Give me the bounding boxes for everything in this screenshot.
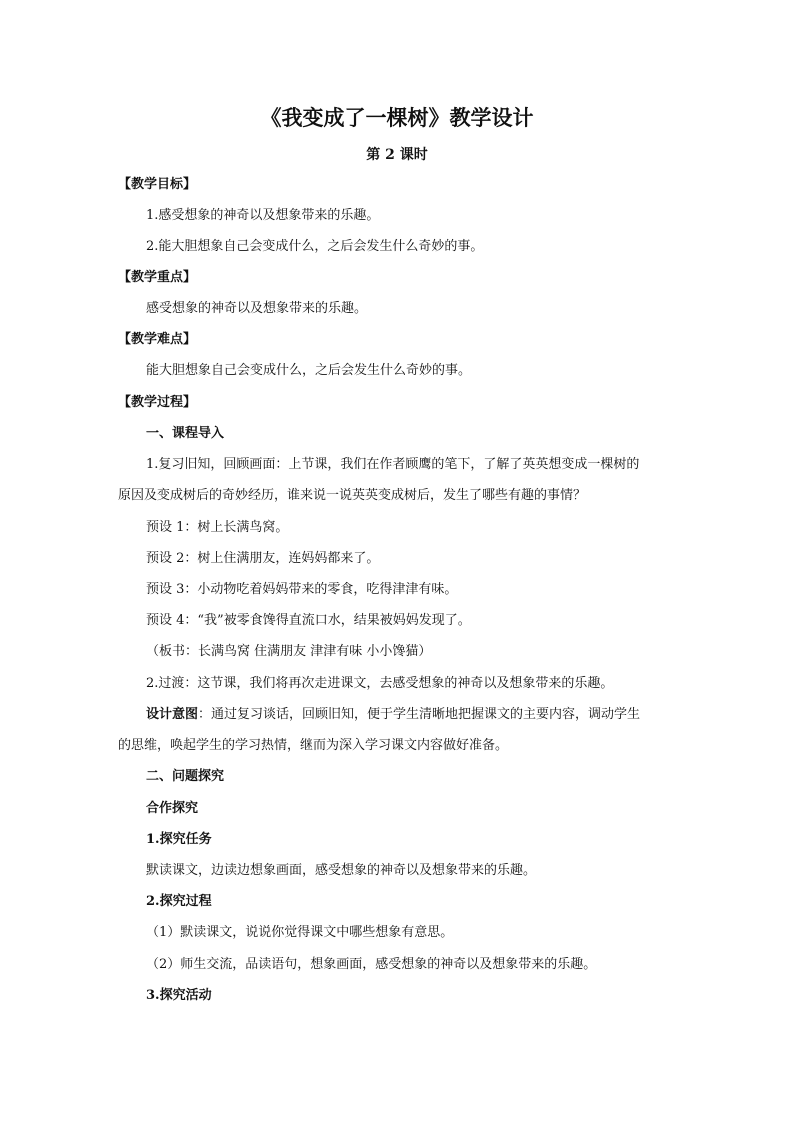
focus-heading: 【教学重点】 (118, 270, 197, 285)
document-title: 《我变成了一棵树》教学设计 (260, 105, 534, 130)
board-notes: （板书：长满鸟窝 住满朋友 津津有味 小小馋猫） (146, 644, 432, 659)
process-heading: 【教学过程】 (118, 395, 197, 410)
activity-heading: 3.探究活动 (146, 988, 212, 1003)
lesson-subtitle: 第 2 课时 (366, 147, 428, 163)
preset-3: 预设 3：小动物吃着妈妈带来的零食，吃得津津有味。 (146, 582, 458, 597)
transition-text: 2.过渡：这节课，我们将再次走进课文，去感受想象的神奇以及想象带来的乐趣。 (146, 676, 614, 691)
difficulty-heading: 【教学难点】 (118, 332, 197, 347)
review-line-1: 1.复习旧知，回顾画面：上节课，我们在作者顾鹰的笔下，了解了英英想变成一棵树的 (146, 457, 640, 472)
part-one-heading: 一、课程导入 (146, 426, 225, 441)
focus-text: 感受想象的神奇以及想象带来的乐趣。 (146, 301, 368, 316)
explore-process-heading: 2.探究过程 (146, 894, 212, 909)
cooperative-heading: 合作探究 (146, 801, 199, 816)
process-step-1: （1）默读课文，说说你觉得课文中哪些想象有意思。 (146, 925, 454, 940)
task-heading: 1.探究任务 (146, 832, 212, 847)
goals-heading: 【教学目标】 (118, 177, 197, 192)
preset-2: 预设 2：树上住满朋友，连妈妈都来了。 (146, 551, 380, 566)
design-intent-line-2: 的思维，唤起学生的学习热情，继而为深入学习课文内容做好准备。 (118, 738, 509, 753)
review-line-2: 原因及变成树后的奇妙经历，谁来说一说英英变成树后，发生了哪些有趣的事情？ (118, 488, 587, 503)
process-step-2: （2）师生交流，品读语句，想象画面，感受想象的神奇以及想象带来的乐趣。 (146, 957, 597, 972)
design-intent-line-1 (146, 706, 746, 724)
part-two-heading: 二、问题探究 (146, 769, 225, 784)
difficulty-text: 能大胆想象自己会变成什么，之后会发生什么奇妙的事。 (146, 363, 472, 378)
design-intent-text: ：通过复习谈话，回顾旧知，便于学生清晰地把握课文的主要内容，调动学生 (198, 707, 641, 722)
design-intent-label: 设计意图 (146, 707, 199, 722)
preset-4: 预设 4：“我”被零食馋得直流口水，结果被妈妈发现了。 (146, 613, 471, 628)
preset-1: 预设 1：树上长满鸟窝。 (146, 520, 289, 535)
goal-2: 2.能大胆想象自己会变成什么，之后会发生什么奇妙的事。 (146, 239, 484, 254)
goal-1: 1.感受想象的神奇以及想象带来的乐趣。 (146, 208, 380, 223)
task-text: 默读课文，边读边想象画面，感受想象的神奇以及想象带来的乐趣。 (146, 863, 537, 878)
